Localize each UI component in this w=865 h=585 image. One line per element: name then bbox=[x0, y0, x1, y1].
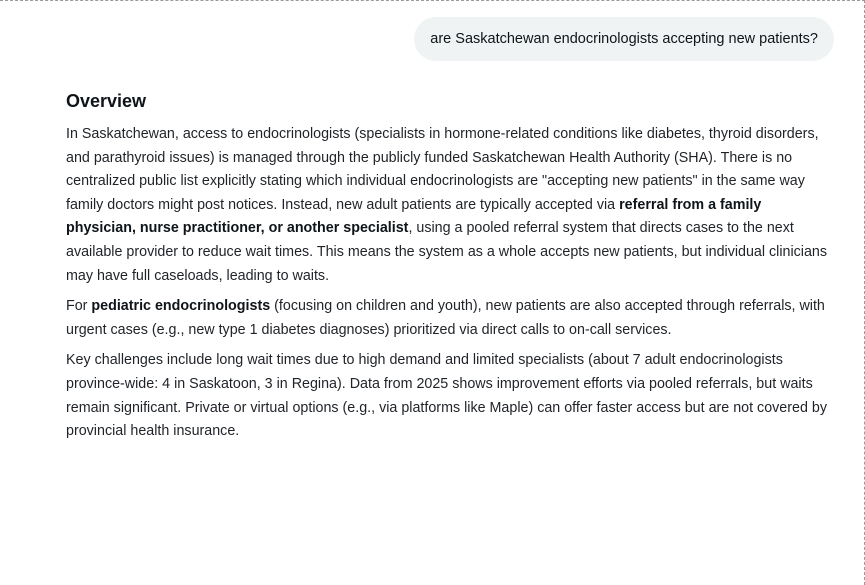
user-message-bubble bbox=[414, 17, 834, 61]
response-paragraph-2 bbox=[66, 295, 830, 342]
response-heading: Overview bbox=[66, 91, 147, 111]
paragraph-1-text-a: In Saskatchewan, access to endocrinologists (specialists in hormone-related conditions like diabetes, thyroid disorders, and parathyroid issues) is managed through the publicly funded Saskatchewan Health Authority (SHA). There is no centralized public list explicitly stating which individual endocrinologists are "accepting new patients" in the same way family doctors might post notices. Instead, new adult patients are typically accepted via bbox=[66, 126, 819, 213]
paragraph-1-text-b: , using a pooled referral system that directs cases to the next available provider to reduce wait times. This means the system as a whole accepts new patients, but individual clinicians may have full caseloads, leading to waits. bbox=[66, 220, 828, 284]
assistant-response bbox=[66, 89, 830, 451]
user-message-text: are Saskatchewan endocrinologists accepting new patients? bbox=[430, 31, 818, 47]
paragraph-2-bold: pediatric endocrinologists bbox=[91, 298, 271, 315]
paragraph-1-bold: referral from a family physician, nurse practitioner, or another specialist bbox=[66, 196, 762, 237]
paragraph-2-text-a: For bbox=[66, 298, 92, 315]
response-paragraph-1 bbox=[66, 123, 830, 288]
response-paragraph-3: Key challenges include long wait times due to high demand and limited specialists (about 7 adult endocrinologists province-wide: 4 in Saskatoon, 3 in Regina). Data from 2025 shows improvement efforts via pooled referrals, but waits remain significant. Private or virtual options (e.g., via platforms like Maple) can offer faster access but are not covered by provincial health insurance. bbox=[66, 352, 827, 440]
paragraph-2-text-b: (focusing on children and youth), new patients are also accepted through referrals, with urgent cases (e.g., new type 1 diabetes diagnoses) prioritized via direct calls to on-call services. bbox=[66, 298, 825, 338]
